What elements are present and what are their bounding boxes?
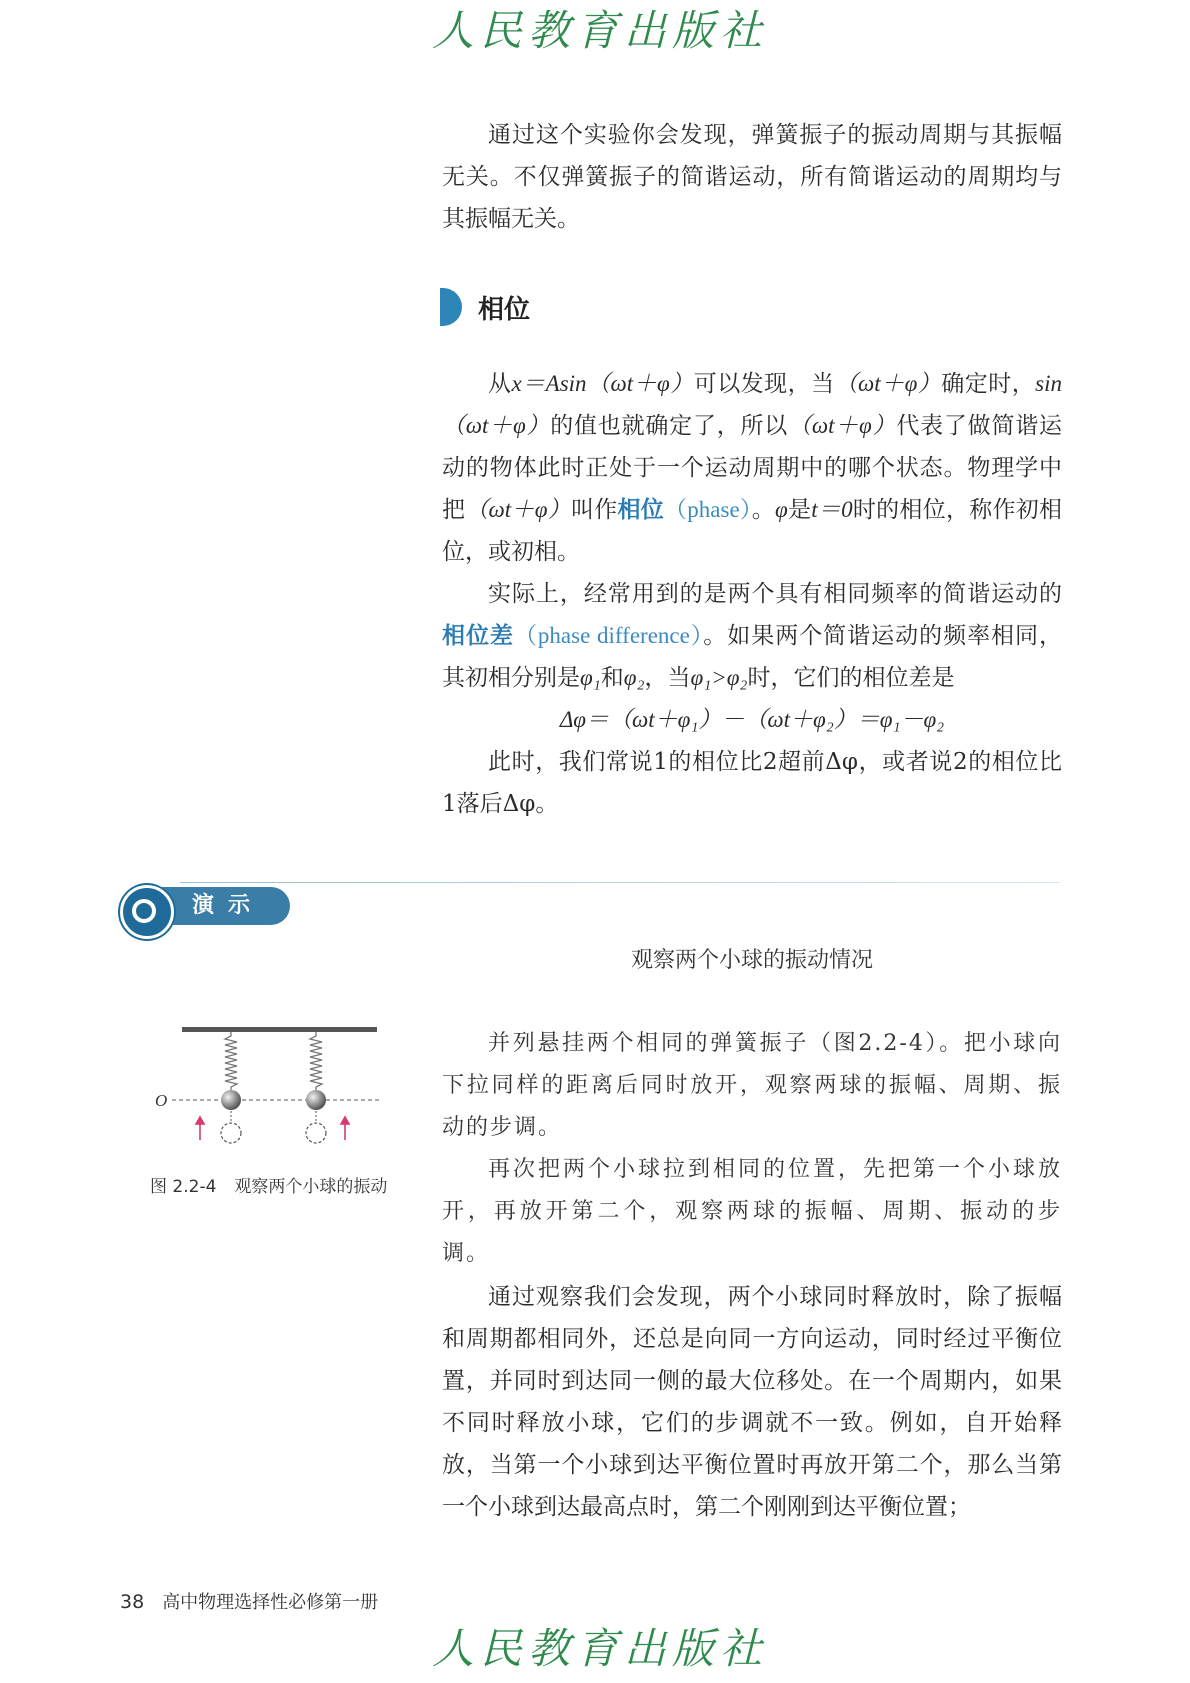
- publisher-logo-bottom: 人民教育出版社: [431, 1624, 768, 1673]
- keyword-phase-difference: 相位差: [442, 622, 514, 649]
- ball-left: [221, 1090, 241, 1110]
- intro-paragraph: 通过这个实验你会发现，弹簧振子的振动周期与其振幅无关。不仅弹簧振子的简谐运动，所有简谐运动的周期均与其振幅无关。: [442, 122, 1062, 232]
- book-title: 高中物理选择性必修第一册: [162, 1592, 379, 1613]
- ball-left-lowered: [221, 1123, 241, 1143]
- phase-difference-paragraph: 实际上，经常用到的是两个具有相同频率的简谐运动的相位差（phase difference）。如果两个简谐运动的频率相同，其初相分别是φ₁和φ₂，当φ₁>φ₂时，它们的相位差是: [442, 581, 1063, 691]
- ball-right-lowered: [306, 1123, 326, 1143]
- page-number: 38: [120, 1591, 145, 1613]
- arrow-up-left-icon: [196, 1117, 204, 1140]
- magnifier-icon: [120, 885, 174, 939]
- demo-step-2: 再次把两个小球拉到相同的位置，先把第一个小球放开，再放开第二个，观察两球的振幅、周期、振动的步调。: [442, 1157, 1062, 1266]
- conclusion-paragraph: 通过观察我们会发现，两个小球同时释放时，除了振幅和周期都相同外，还总是向同一方向运动，同时经过平衡位置，并同时到达同一侧的最大位移处。在一个周期内，如果不同时释放小球，它们的步调就不一致。例如，自开始释放，当第一个小球到达平衡位置时再放开第二个，那么当第一个小球到达最高点时，第二个刚刚到达平衡位置；: [442, 1284, 1062, 1520]
- demo-badge: [120, 885, 290, 927]
- page-footer: [120, 1588, 378, 1614]
- section-title: 相位: [478, 294, 531, 325]
- figure-caption: 图 2.2-4 观察两个小球的振动: [150, 1177, 388, 1197]
- demo-step-1: 并列悬挂两个相同的弹簧振子（图2.2-4）。把小球向下拉同样的距离后同时放开，观察两球的振幅、周期、振动的步调。: [442, 1031, 1062, 1140]
- spring-left: [225, 1032, 237, 1090]
- arrow-up-right-icon: [341, 1117, 349, 1140]
- lead-lag-paragraph: 此时，我们常说1的相位比2超前Δφ，或者说2的相位比1落后Δφ。: [442, 749, 1062, 817]
- spring-oscillators-figure: [150, 1022, 410, 1157]
- demo-divider: [180, 882, 1060, 883]
- keyword-phase: 相位: [617, 496, 665, 523]
- section-heading: [440, 287, 530, 327]
- origin-label: O: [155, 1091, 168, 1110]
- ceiling-bar: [182, 1027, 377, 1032]
- heading-marker-icon: [440, 288, 462, 326]
- ball-right: [306, 1090, 326, 1110]
- spring-right: [310, 1032, 322, 1090]
- demo-badge-label: 演示: [150, 887, 290, 925]
- phase-paragraph: 从x＝Asin（ωt＋φ）可以发现，当（ωt＋φ）确定时，sin（ωt＋φ）的值也就确定了，所以（ωt＋φ）代表了做简谐运动的物体此时正处于一个运动周期中的哪个状态。物理学中把（ωt＋φ）叫作相位（phase）。φ是t＝0时的相位，称作初相位，或初相。: [442, 371, 1063, 565]
- phase-difference-formula: Δφ＝（ωt＋φ₁）－（ωt＋φ₂）＝φ₁－φ₂: [559, 707, 945, 732]
- publisher-logo-top: 人民教育出版社: [431, 6, 768, 55]
- demo-title: 观察两个小球的振动情况: [630, 948, 873, 973]
